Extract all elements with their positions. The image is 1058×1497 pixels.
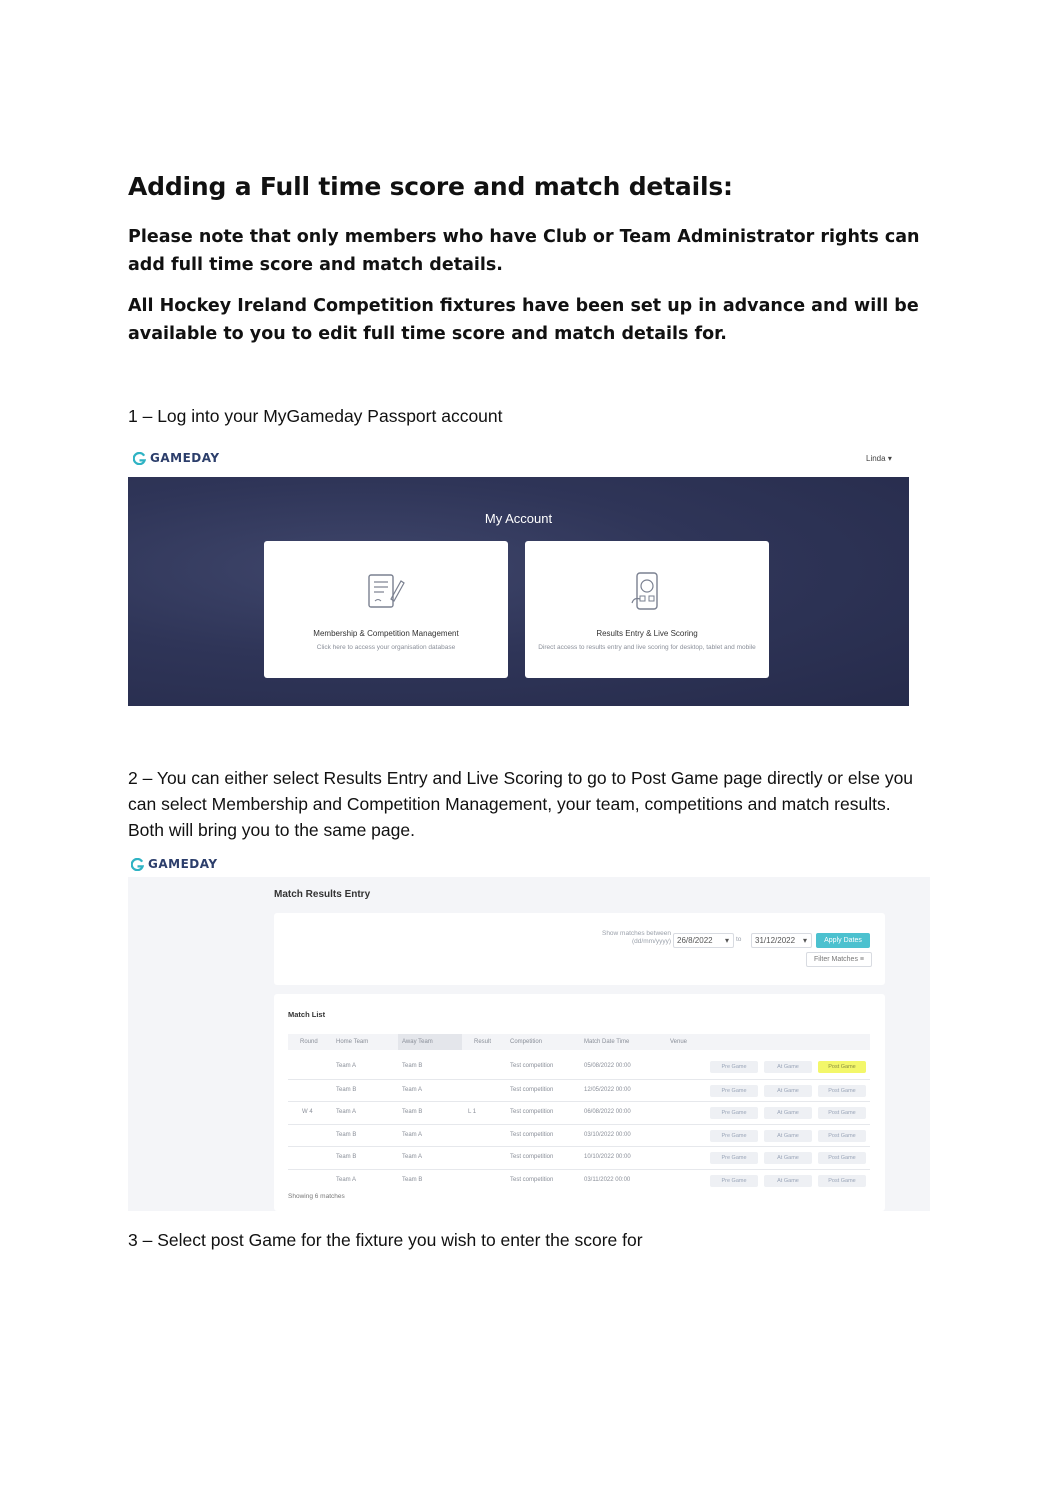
cell-match-datetime: 03/11/2022 00:00	[584, 1176, 631, 1183]
cell-round: W 4	[302, 1109, 313, 1115]
filter-matches-button[interactable]	[806, 952, 872, 967]
cell-competition: Test competition	[510, 1086, 554, 1093]
post-game-button[interactable]: Post Game	[818, 1061, 866, 1073]
cell-away-team: Team A	[402, 1131, 423, 1138]
date-to-input[interactable]	[751, 933, 812, 948]
cell-away-team: Team B	[402, 1176, 423, 1183]
gameday-logo-text: GAMEDAY	[148, 857, 218, 871]
cell-home-team: Team A	[336, 1109, 357, 1115]
pre-game-button[interactable]: Pre Game	[710, 1085, 758, 1097]
mobile-scoring-icon	[626, 569, 668, 613]
cell-result: L 1	[468, 1109, 477, 1115]
results-entry-card-desc: Direct access to results entry and live scoring for desktop, tablet and mobile	[538, 644, 756, 651]
match-count: Showing 6 matches	[288, 1193, 345, 1200]
table-row	[288, 1124, 870, 1147]
results-entry-card-title: Results Entry & Live Scoring	[596, 629, 698, 638]
match-list-panel	[274, 994, 885, 1211]
cell-away-team: Team B	[402, 1063, 423, 1069]
date-separator: to	[736, 936, 742, 943]
col-home-team[interactable]: Home Team	[336, 1039, 369, 1045]
user-menu[interactable]	[866, 454, 892, 463]
cell-match-datetime: 06/08/2022 00:00	[584, 1109, 631, 1115]
pre-game-button[interactable]: Pre Game	[710, 1061, 758, 1073]
col-result[interactable]: Result	[474, 1039, 492, 1045]
date-filter-label: Show matches between (dd/mm/yyyy)	[601, 930, 671, 945]
gameday-logo-text: GAMEDAY	[150, 451, 220, 465]
cell-match-datetime: 05/08/2022 00:00	[584, 1063, 631, 1069]
col-match-datetime[interactable]: Match Date Time	[584, 1039, 630, 1045]
post-game-button[interactable]: Post Game	[818, 1152, 866, 1164]
table-row	[288, 1101, 870, 1124]
chevron-down-icon: ▾	[802, 936, 807, 945]
gameday-logo-icon	[131, 858, 144, 871]
col-away-team[interactable]: Away Team	[402, 1039, 433, 1045]
membership-card-desc: Click here to access your organisation database	[316, 644, 456, 651]
gameday-logo-2	[131, 857, 218, 871]
cell-home-team: Team A	[336, 1063, 357, 1069]
cell-away-team: Team A	[402, 1086, 423, 1093]
chevron-down-icon: ▾	[887, 454, 892, 463]
at-game-button[interactable]: At Game	[764, 1107, 812, 1119]
chevron-down-icon: ▾	[724, 936, 729, 945]
gameday-logo	[133, 451, 220, 465]
cell-competition: Test competition	[510, 1131, 554, 1138]
my-account-banner	[128, 477, 909, 706]
membership-card-title: Membership & Competition Management	[313, 629, 459, 638]
cell-home-team: Team B	[336, 1086, 357, 1093]
pre-game-button[interactable]: Pre Game	[710, 1130, 758, 1142]
filter-icon: ≡	[859, 956, 864, 963]
at-game-button[interactable]: At Game	[764, 1061, 812, 1073]
cell-competition: Test competition	[510, 1063, 554, 1069]
date-from-value: 26/8/2022	[677, 936, 713, 945]
post-game-button[interactable]: Post Game	[818, 1175, 866, 1187]
gameday-logo-icon	[133, 452, 146, 465]
col-venue[interactable]: Venue	[670, 1039, 688, 1045]
cell-away-team: Team A	[402, 1154, 423, 1160]
user-menu-label: Linda	[866, 454, 886, 463]
date-from-input[interactable]	[673, 933, 734, 948]
step-3-text: 3 – Select post Game for the fixture you wish to enter the score for	[128, 1230, 643, 1250]
date-to-value: 31/12/2022	[755, 936, 796, 945]
filter-matches-label: Filter Matches	[813, 956, 858, 963]
results-entry-card[interactable]	[525, 541, 769, 678]
table-row	[288, 1169, 870, 1192]
apply-dates-button[interactable]: Apply Dates	[816, 933, 870, 948]
cell-home-team: Team B	[336, 1131, 357, 1138]
cell-competition: Test competition	[510, 1154, 554, 1160]
post-game-button[interactable]: Post Game	[818, 1085, 866, 1097]
cell-match-datetime: 12/05/2022 00:00	[584, 1086, 631, 1093]
table-row	[288, 1079, 870, 1102]
post-game-button[interactable]: Post Game	[818, 1107, 866, 1119]
pre-game-button[interactable]: Pre Game	[710, 1107, 758, 1119]
table-row	[288, 1146, 870, 1169]
post-game-button[interactable]: Post Game	[818, 1130, 866, 1142]
cell-competition: Test competition	[510, 1109, 554, 1115]
step-2-text: 2 – You can either select Results Entry and Live Scoring to go to Post Game page directly or else you can select Membership and Competition Management, your team, competitions and match results. Both will bring you to the same page.	[128, 768, 914, 840]
cell-match-datetime: 10/10/2022 00:00	[584, 1154, 631, 1160]
cell-away-team: Team B	[402, 1109, 423, 1115]
page-heading: Adding a Full time score and match details:	[128, 172, 733, 201]
match-list-title: Match List	[288, 1010, 326, 1019]
pre-game-button[interactable]: Pre Game	[710, 1175, 758, 1187]
col-round[interactable]: Round	[300, 1039, 318, 1045]
membership-card[interactable]	[264, 541, 508, 678]
at-game-button[interactable]: At Game	[764, 1175, 812, 1187]
cell-competition: Test competition	[510, 1176, 554, 1183]
cell-home-team: Team A	[336, 1176, 357, 1183]
date-filter-panel	[274, 913, 885, 985]
table-row	[288, 1056, 870, 1078]
step-1-text: 1 – Log into your MyGameday Passport account	[128, 406, 503, 426]
at-game-button[interactable]: At Game	[764, 1152, 812, 1164]
cell-home-team: Team B	[336, 1154, 357, 1160]
at-game-button[interactable]: At Game	[764, 1130, 812, 1142]
table-header	[288, 1034, 870, 1050]
match-results-app	[128, 877, 930, 1211]
match-results-title: Match Results Entry	[274, 889, 371, 900]
cell-match-datetime: 03/10/2022 00:00	[584, 1131, 631, 1138]
my-account-title: My Account	[484, 511, 553, 526]
note-fixtures: All Hockey Ireland Competition fixtures have been set up in advance and will be available to you to edit full time score and match details for.	[128, 296, 919, 344]
note-admin-rights: Please note that only members who have Club or Team Administrator rights can add full time score and match details.	[128, 227, 920, 275]
pre-game-button[interactable]: Pre Game	[710, 1152, 758, 1164]
at-game-button[interactable]: At Game	[764, 1085, 812, 1097]
document-edit-icon	[365, 569, 407, 613]
col-competition[interactable]: Competition	[510, 1039, 543, 1045]
